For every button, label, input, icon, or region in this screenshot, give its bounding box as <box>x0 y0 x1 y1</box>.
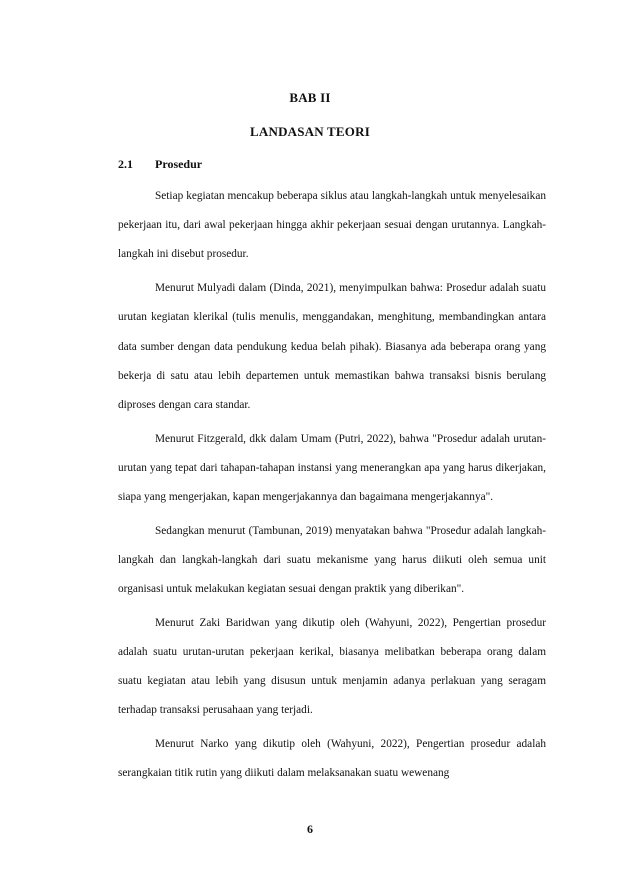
chapter-label: BAB II <box>289 90 331 105</box>
body-text <box>118 182 546 793</box>
section-title: Prosedur <box>155 157 203 171</box>
section-number: 2.1 <box>118 157 133 171</box>
paragraph: Menurut Zaki Baridwan yang dikutip oleh (Wahyuni, 2022), Pengertian prosedur adalah suatu urutan-urutan pekerjaan kerikal, biasanya melibatkan beberapa orang dalam suatu kegiatan atau lebih yang disusun untuk menjamin adanya perlakuan yang seragam terhadap transaksi perusahaan yang terjadi. <box>118 616 546 717</box>
paragraph: Sedangkan menurut (Tambunan, 2019) menyatakan bahwa "Prosedur adalah langkah-langkah dan langkah-langkah dari suatu mekanisme yang harus diikuti oleh semua unit organisasi untuk melakukan kegiatan sesuai dengan praktik yang diberikan". <box>118 524 546 596</box>
page-number: 6 <box>307 822 313 836</box>
chapter-title: LANDASAN TEORI <box>250 124 370 139</box>
paragraph: Menurut Mulyadi dalam (Dinda, 2021), menyimpulkan bahwa: Prosedur adalah suatu urutan kegiatan klerikal (tulis menulis, menggandakan, menghitung, membandingkan antara data sumber dengan data pendukung kedua belah pihak). Biasanya ada beberapa orang yang bekerja di satu atau lebih departemen untuk memastikan bahwa transaksi bisnis berulang diproses dengan cara standar. <box>118 282 546 411</box>
paragraph: Setiap kegiatan mencakup beberapa siklus atau langkah-langkah untuk menyelesaikan pekerjaan itu, dari awal pekerjaan hingga akhir pekerjaan sesuai dengan urutannya. Langkah-langkah ini disebut prosedur. <box>118 190 546 261</box>
paragraph: Menurut Narko yang dikutip oleh (Wahyuni, 2022), Pengertian prosedur adalah serangkaian titik rutin yang diikuti dalam melaksanakan suatu wewenang <box>118 738 546 780</box>
paragraph: Menurut Fitzgerald, dkk dalam Umam (Putri, 2022), bahwa "Prosedur adalah urutan-urutan yang tepat dari tahapan-tahapan instansi yang menerangkan apa yang harus dikerjakan, siapa yang mengerjakan, kapan mengerjakannya dan bagaimana mengerjakannya". <box>118 432 546 504</box>
section-heading <box>118 157 202 172</box>
